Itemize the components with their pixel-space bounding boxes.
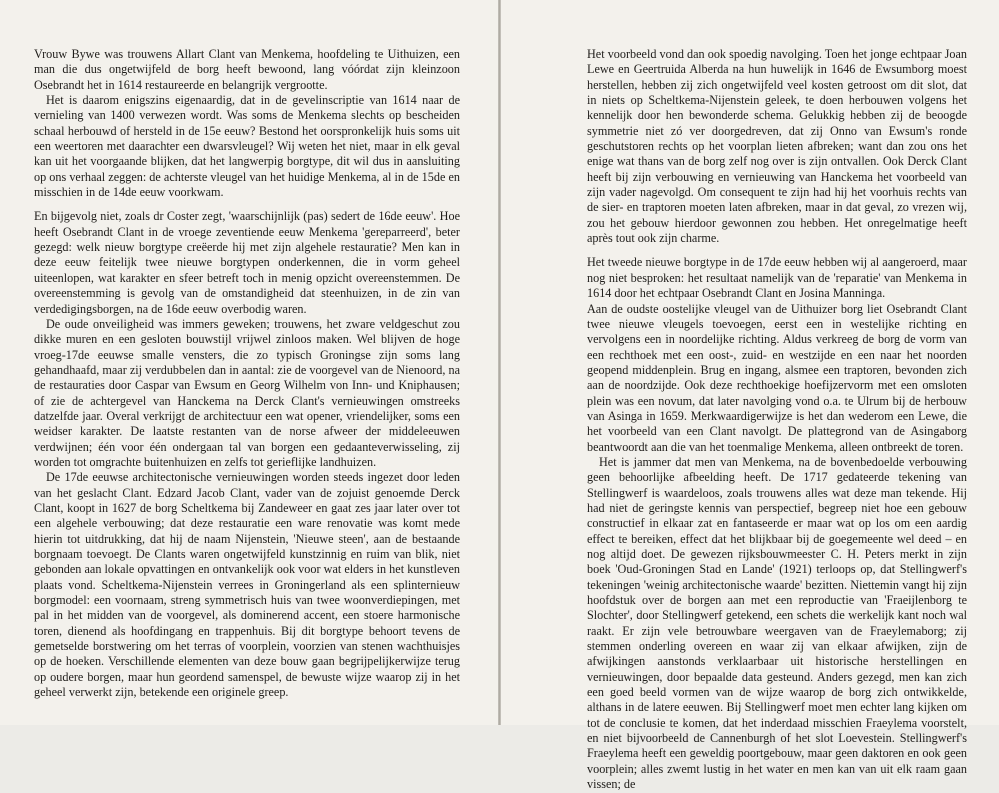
- paragraph: De oude onveiligheid was immers geweken; trouwens, het zware veldgeschut zou dikke muren en een gesloten bouwstijl vrijwel zinloos maken. Wel blijven de hoge vroeg-17de eeuwse smalle vensters, die zo typisch Groningse zijn soms lang gehandhaafd, maar zij verdubbelen dan in aantal: zie de voorgevel van de Nienoord, na de restauraties door Caspar van Ewsum en Georg Wilhelm von Inn- und Kniphausen; of zie de achtergevel van Hanckema na Derck Clant's vernieuwingen omstreeks datzelfde jaar. Overal verkrijgt de architectuur een wat opener, vriendelijker, soms een weidser karakter. De laatste restanten van de norse afweer der middeleeuwen verdwijnen; één voor één ondergaan tal van borgen een gedaanteverwisseling, zij worden tot omgrachte buitenhuizen en zelfs tot gerieflijke landhuizen.: [34, 316, 460, 469]
- paragraph: Het is daarom enigszins eigenaardig, dat in de gevelinscriptie van 1614 naar de vernieling van 1400 verwezen wordt. Was soms de Menkema slechts op bescheiden schaal herbouwd of hersteld in de 15e eeuw? Bestond het oorspronkelijk huis soms uit een weertoren met daarachter een dwarsvleugel? Wij weten het niet, maar in elk geval kan uit het voorgaande blijken, dat het langwerpig borgtype, dit wil dus in aansluiting op ons verhaal zeggen: de achterste vleugel van het huidige Menkema, al in de 15de en misschien in de 14de eeuw voorkwam.: [34, 93, 460, 200]
- paragraph: En bijgevolg niet, zoals dr Coster zegt, 'waarschijnlijk (pas) sedert de 16de eeuw'. Hoe heeft Osebrandt Clant in de vroege zeventiende eeuw Menkema 'gereparreerd', beter gezegd: welk nieuw borgtype creëerde hij met zijn algehele restauratie? Men kan in deze eeuw feitelijk twee nieuwe borgtypen onderkennen, die in vorm geheel uiteenlopen, wat karakter en sfeer betreft toch in menig opzicht overeenstemmen. De overeenstemming is gevolg van de omstandigheid dat steenhuizen, in de zin van verdedigingsborgen, na de 16de eeuw overbodig waren.: [34, 209, 460, 316]
- paragraph: Het is jammer dat men van Menkema, na de bovenbedoelde verbouwing geen behoorlijke afbeelding heeft. De 1717 gedateerde tekening van Stellingwerf is waardeloos, zoals trouwens alles wat deze man tekende. Hij had niet de geringste kennis van perspectief, begreep niet hoe een gebouw constructief in elkaar zat en fantaseerde er maar wat op los om een aardig effect te bereiken, effect dat het blijkbaar bij de goegemeente wel deed – en nog altijd doet. De gewezen rijksbouwmeester C. H. Peters merkt in zijn boek 'Oud-Groningen Stad en Lande' (1921) terloops op, dat Stellingwerf's tekeningen 'weinig architectonische waarde' bezitten. Niettemin vangt hij zijn hoofdstuk over de borgen aan met een reproductie van 'Fraeijlenborg te Slochter', door Stellingwerf getekend, een schets die werkelijk kant noch wal raakt. Er zijn vele betrouwbare weergaven van de Fraeylemaborg; zij stemmen onderling overeen en waar zij van elkaar afwijken, zijn de afwijkingen aanstonds verklaarbaar uit historische herstellingen en vernieuwingen, door bepaalde data gesteund. Anders gezegd, men kan zich een goed beeld vormen van de wijze waarop de borg zich ontwikkelde, althans in de latere eeuwen. Bij Stellingwerf moet men echter lang kijken om tot de conclusie te komen, dat het inderdaad misschien Fraeylema voorstelt, en niet bijvoorbeeld de Cannenburgh of het slot Loevestein. Stellingwerf's Fraeylema heeft een geweldig poortgebouw, maar geen daktoren en ook geen voorplein; alles zwemt lustig in het water en men kan van uit elk raam gaan vissen; de: [587, 454, 967, 792]
- right-text-column: [587, 47, 967, 793]
- right-page: [501, 0, 999, 792]
- left-text-column: [34, 47, 460, 700]
- paragraph: Het voorbeeld vond dan ook spoedig navolging. Toen het jonge echtpaar Joan Lewe en Geertruida Alberda na hun huwelijk in 1646 de Ewsumborg moest herstellen, hebben zij zich ongetwijfeld veel kosten getroost om dit slot, dat in niets op Scheltkema-Nijenstein geleek, te doen herbouwen volgens het kennelijk door hen bewonderde schema. Gelukkig hebben zij de beoogde symmetrie niet zó ver doorgedreven, dat zij Onno van Ewsum's ronde geschutstoren rechts op het voorplan lieten afbreken; want dan zou ons het enige wat thans van de borg zelf nog over is zijn ontvallen. Ook Derck Clant heeft bij zijn verbouwing en vernieuwing van Hanckema het voorbeeld van zijn vader nagevolgd. Om consequent te zijn had hij het voorhuis rechts van de sier- en traptoren moeten laten afbreken, maar in dat geval, zo vrezen wij, zou het gebouw hierdoor gewonnen zou hebben. Het onregelmatige heeft après tout ook zijn charme.: [587, 47, 967, 246]
- paragraph: Het tweede nieuwe borgtype in de 17de eeuw hebben wij al aangeroerd, maar nog niet besproken: het resultaat namelijk van de 'reparatie' van Menkema in 1614 door het echtpaar Osebrandt Clant en Josina Manninga.: [587, 255, 967, 301]
- paragraph: Aan de oudste oostelijke vleugel van de Uithuizer borg liet Osebrandt Clant twee nieuwe vleugels toevoegen, eerst een in westelijke richting en vervolgens een in noordelijke richting. Aldus verkreeg de borg de vorm van een rechthoek met een oost-, zuid- en westzijde en een naar het noorden geopend middenplein. Brug en ingang, alsmee een traptoren, bevonden zich aan de noordzijde. Ook deze rechthoekige hoefijzervorm met een omsloten plein was een novum, dat later navolging vond o.a. te Ulrum bij de herbouw van Asinga in 1659. Merkwaardigerwijze is het dan wederom een Lewe, die het voorbeeld van een Clant navolgt. De plattegrond van de Asingaborg beantwoordt aan die van het toenmalige Menkema, alleen ontbreekt de toren.: [587, 301, 967, 454]
- left-page: [0, 0, 498, 725]
- paragraph: De 17de eeuwse architectonische vernieuwingen worden steeds ingezet door leden van het geslacht Clant. Edzard Jacob Clant, vader van de zojuist genoemde Derck Clant, koopt in 1627 de borg Scheltkema bij Zandeweer en gaat zes jaar later over tot een algehele verbouwing; dat deze restauratie een ware renovatie was komt mede hierin tot uitdrukking, dat hij de naam Nijenstein, 'Nieuwe steen', aan de bestaande borgnaam toevoegt. De Clants waren ongetwijfeld kunstzinnig en ruim van blik, niet gebonden aan lokale opvattingen en ontvankelijk ook voor wat elders in het kunstleven plaats vond. Scheltkema-Nijenstein verrees in Groningerland als een splinternieuw borgmodel: een voornaam, streng symmetrisch huis van twee woonverdiepingen, met pal in het midden van de voorgevel, als dominerend accent, een stoere harmonische toren, dienend als hoofdingang en trappenhuis. Bij dit borgtype behoort tevens de gemetselde borstwering om het terras of voorplein, voorzien van stenen wachthuisjes op de hoeken. Verschillende elementen van deze bouw gaan begrijpelijkerwijze terug op oudere borgen, maar hun geordend samenspel, de bewuste wijze waarop zij in het geheel verwerkt zijn, betekende een originele greep.: [34, 470, 460, 700]
- paragraph: Vrouw Bywe was trouwens Allart Clant van Menkema, hoofdeling te Uithuizen, een man die dus ongetwijfeld de borg heeft bewoond, lang vóórdat zijn kleinzoon Osebrandt het in 1614 restaureerde en belangrijk vergrootte.: [34, 47, 460, 92]
